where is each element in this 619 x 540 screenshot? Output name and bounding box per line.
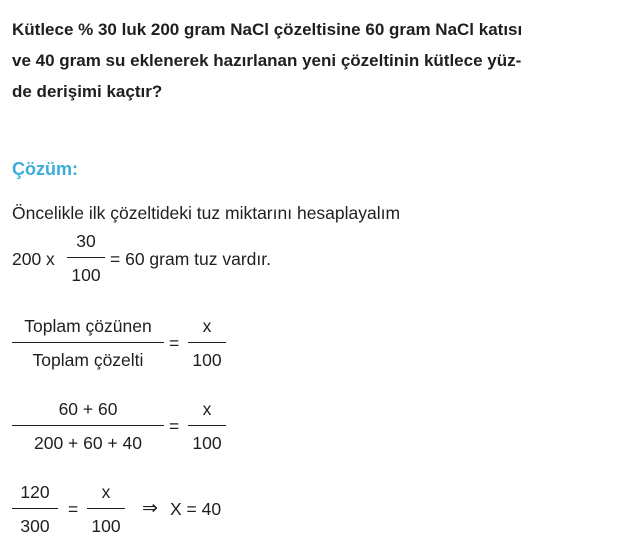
step3-right-numerator: x	[202, 399, 212, 419]
step2-left-numerator: Toplam çözünen	[24, 316, 152, 336]
fraction-bar	[12, 342, 164, 343]
fraction-bar	[67, 257, 105, 258]
step2-right-fraction	[188, 315, 226, 371]
question-text	[12, 14, 612, 107]
step4-right-fraction	[87, 481, 125, 537]
step4-left-numerator: 120	[20, 482, 50, 502]
solution-intro: Öncelikle ilk çözeltideki tuz miktarını hesaplayalım	[12, 203, 401, 223]
step2-right-denominator: 100	[192, 350, 222, 370]
solution-title: Çözüm:	[12, 159, 78, 179]
step2-right-numerator: x	[202, 316, 212, 336]
step4-right-denominator: 100	[91, 516, 121, 536]
fraction-bar	[12, 508, 58, 509]
step2-equals: =	[169, 333, 180, 353]
question-line-3: de derişimi kaçtır?	[12, 82, 163, 101]
step2-left-fraction	[12, 315, 164, 371]
implies-arrow-icon: ⇒	[142, 498, 158, 519]
step4-left-fraction	[12, 481, 58, 537]
step1-denominator: 100	[71, 265, 101, 285]
fraction-bar	[188, 425, 226, 426]
step4-right-numerator: x	[101, 482, 111, 502]
fraction-bar	[188, 342, 226, 343]
question-line-2: ve 40 gram su eklenerek hazırlanan yeni çözeltinin kütlece yüz-	[12, 51, 522, 70]
step2-left-denominator: Toplam çözelti	[32, 350, 144, 370]
fraction-bar	[12, 425, 164, 426]
step4-equals: =	[68, 499, 79, 519]
step3-right-denominator: 100	[192, 433, 222, 453]
fraction-bar	[87, 508, 125, 509]
step3-left-fraction	[12, 398, 164, 454]
step1-prefix: 200 x	[12, 249, 55, 269]
question-line-1: Kütlece % 30 luk 200 gram NaCl çözeltisine 60 gram NaCl katısı	[12, 20, 523, 39]
step1-suffix: = 60 gram tuz vardır.	[110, 249, 271, 269]
step4-result: X = 40	[170, 499, 222, 519]
step1-numerator: 30	[76, 231, 96, 251]
step3-left-numerator: 60 + 60	[58, 399, 118, 419]
step3-left-denominator: 200 + 60 + 40	[33, 433, 143, 453]
step1-fraction	[67, 230, 105, 286]
step4-left-denominator: 300	[20, 516, 50, 536]
step3-equals: =	[169, 416, 180, 436]
step3-right-fraction	[188, 398, 226, 454]
